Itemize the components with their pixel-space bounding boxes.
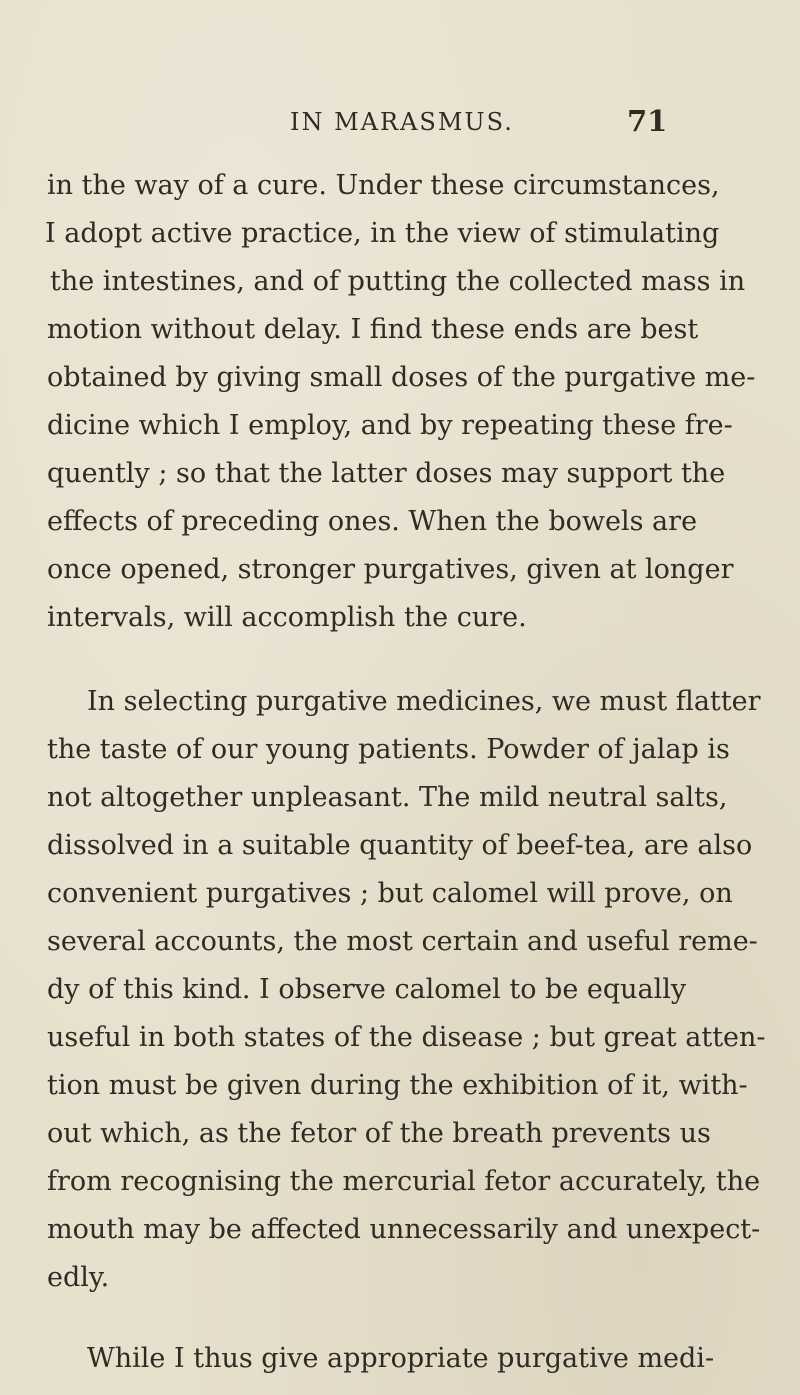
text-line: tion must be given during the exhibition of it, with- bbox=[47, 1070, 748, 1101]
text-line: In selecting purgative medicines, we must flatter bbox=[87, 686, 761, 717]
text-line: the taste of our young patients. Powder of jalap is bbox=[47, 734, 730, 765]
page-number: 71 bbox=[627, 104, 668, 138]
text-line: from recognising the mercurial fetor accurately, the bbox=[47, 1166, 761, 1197]
text-line: once opened, stronger purgatives, given at longer bbox=[47, 554, 734, 585]
text-line: convenient purgatives ; but calomel will prove, on bbox=[47, 878, 733, 909]
text-line: edly. bbox=[47, 1262, 110, 1293]
text-line: dicine which I employ, and by repeating these fre- bbox=[47, 410, 733, 441]
text-line: intervals, will accomplish the cure. bbox=[47, 602, 527, 633]
text-line: in the way of a cure. Under these circumstances, bbox=[47, 170, 720, 201]
text-line: quently ; so that the latter doses may support the bbox=[47, 458, 726, 489]
text-line: mouth may be affected unnecessarily and unexpect- bbox=[47, 1214, 761, 1245]
text-line: motion without delay. I find these ends are best bbox=[47, 314, 699, 345]
text-line: out which, as the fetor of the breath prevents us bbox=[47, 1118, 711, 1149]
running-head bbox=[0, 104, 800, 144]
text-line: effects of preceding ones. When the bowels are bbox=[47, 506, 698, 537]
running-head-title: IN MARASMUS. bbox=[290, 108, 514, 136]
text-line: dissolved in a suitable quantity of beef-tea, are also bbox=[47, 830, 753, 861]
text-line: While I thus give appropriate purgative medi- bbox=[87, 1343, 715, 1374]
text-line: not altogether unpleasant. The mild neutral salts, bbox=[47, 782, 728, 813]
text-line: several accounts, the most certain and useful reme- bbox=[47, 926, 758, 957]
text-line: dy of this kind. I observe calomel to be equally bbox=[47, 974, 687, 1005]
text-line: obtained by giving small doses of the purgative me- bbox=[47, 362, 756, 393]
text-line: useful in both states of the disease ; but great atten- bbox=[47, 1022, 766, 1053]
text-line: I adopt active practice, in the view of stimulating bbox=[45, 218, 720, 249]
text-line: the intestines, and of putting the collected mass in bbox=[50, 266, 746, 297]
